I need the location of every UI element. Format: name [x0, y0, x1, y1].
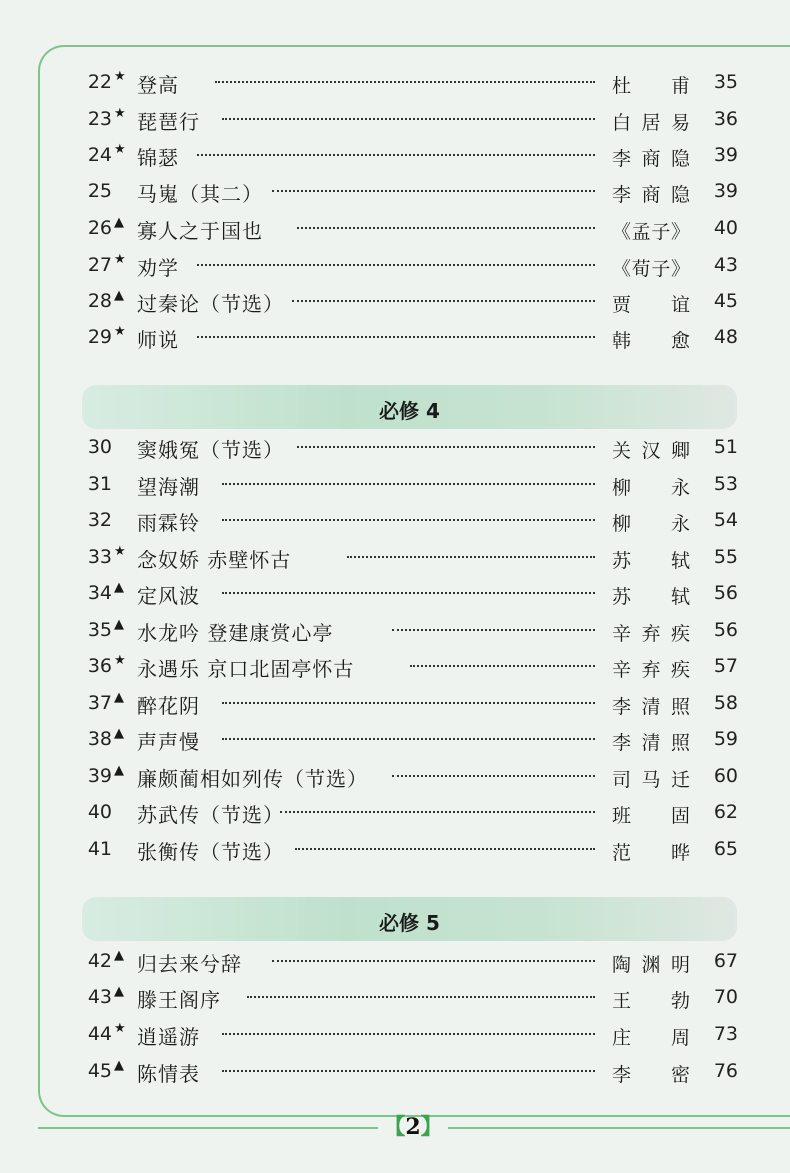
entry-author: 韩 愈	[612, 330, 690, 352]
entry-title: 师说	[137, 328, 179, 352]
entry-author: 苏 轼	[612, 550, 690, 572]
leader-dots	[272, 960, 595, 962]
entry-title: 马嵬（其二）	[137, 182, 263, 206]
entry-author: 柳 永	[612, 477, 690, 499]
entry-page: 58	[713, 692, 738, 714]
entry-number: 28	[87, 290, 112, 312]
triangle-icon: ▲	[114, 580, 124, 595]
entry-author: 范 晔	[612, 842, 690, 864]
leader-dots	[392, 629, 595, 631]
entry-number: 32	[87, 509, 112, 531]
toc-entry[interactable]	[0, 213, 790, 249]
entry-title: 念奴娇 赤壁怀古	[137, 548, 292, 572]
entry-page: 55	[713, 546, 738, 568]
toc-entry[interactable]	[0, 286, 790, 322]
entry-author: 李清照	[612, 732, 690, 754]
toc-entry[interactable]	[0, 469, 790, 505]
entry-author: 《荀子》	[612, 258, 690, 280]
entry-author: 辛弃疾	[612, 623, 690, 645]
entry-number: 38	[87, 728, 112, 750]
entry-number: 45	[87, 1060, 112, 1082]
entry-author: 杜 甫	[612, 75, 690, 97]
leader-dots	[280, 811, 595, 813]
star-icon: ★	[114, 544, 126, 559]
toc-entry[interactable]	[0, 67, 790, 103]
entry-number: 31	[87, 473, 112, 495]
leader-dots	[222, 483, 595, 485]
entry-page: 45	[713, 290, 738, 312]
star-icon: ★	[114, 653, 126, 668]
entry-page: 39	[713, 144, 738, 166]
entry-author: 李商隐	[612, 148, 690, 170]
leader-dots	[347, 556, 595, 558]
star-icon: ★	[114, 324, 126, 339]
entry-author: 庄 周	[612, 1027, 690, 1049]
entry-number: 30	[87, 436, 112, 458]
entry-title: 醉花阴	[137, 694, 200, 718]
leader-dots	[197, 264, 595, 266]
leader-dots	[197, 154, 595, 156]
toc-entry[interactable]	[0, 724, 790, 760]
toc-entry[interactable]	[0, 1019, 790, 1055]
bracket-left: 【	[383, 1114, 406, 1140]
entry-page: 36	[713, 108, 738, 130]
entry-page: 59	[713, 728, 738, 750]
section-header	[82, 897, 737, 941]
entry-author: 辛弃疾	[612, 659, 690, 681]
entry-number: 34	[87, 582, 112, 604]
entry-title: 望海潮	[137, 475, 200, 499]
leader-dots	[297, 446, 595, 448]
leader-dots	[295, 848, 595, 850]
entry-title: 归去来兮辞	[137, 952, 242, 976]
entry-author: 贾 谊	[612, 294, 690, 316]
entry-title: 劝学	[137, 256, 179, 280]
section-title: 必修 4	[379, 399, 440, 423]
entry-author: 王 勃	[612, 990, 690, 1012]
entry-page: 35	[713, 71, 738, 93]
footer-rule-left	[38, 1127, 378, 1129]
entry-author: 柳 永	[612, 513, 690, 535]
star-icon: ★	[114, 142, 126, 157]
entry-number: 29	[87, 326, 112, 348]
entry-author: 陶渊明	[612, 954, 690, 976]
star-icon: ★	[114, 1021, 126, 1036]
leader-dots	[215, 81, 595, 83]
entry-title: 张衡传（节选）	[137, 840, 284, 864]
leader-dots	[222, 519, 595, 521]
entry-title: 永遇乐 京口北固亭怀古	[137, 657, 355, 681]
entry-title: 滕王阁序	[137, 988, 221, 1012]
entry-title: 水龙吟 登建康赏心亭	[137, 621, 334, 645]
entry-title: 雨霖铃	[137, 511, 200, 535]
leader-dots	[197, 336, 595, 338]
toc-entry[interactable]	[0, 505, 790, 541]
triangle-icon: ▲	[114, 726, 124, 741]
entry-page: 56	[713, 619, 738, 641]
triangle-icon: ▲	[114, 617, 124, 632]
entry-number: 35	[87, 619, 112, 641]
toc-entry[interactable]	[0, 797, 790, 833]
entry-page: 73	[713, 1023, 738, 1045]
entry-page: 76	[713, 1060, 738, 1082]
page-number-value: 2	[405, 1114, 421, 1140]
leader-dots	[410, 665, 595, 667]
entry-page: 56	[713, 582, 738, 604]
entry-number: 22	[87, 71, 112, 93]
toc-entry[interactable]	[0, 322, 790, 358]
entry-page: 67	[713, 950, 738, 972]
entry-page: 51	[713, 436, 738, 458]
entry-title: 声声慢	[137, 730, 200, 754]
leader-dots	[392, 775, 595, 777]
leader-dots	[222, 118, 595, 120]
triangle-icon: ▲	[114, 948, 124, 963]
leader-dots	[222, 1070, 595, 1072]
entry-number: 40	[87, 801, 112, 823]
entry-number: 27	[87, 254, 112, 276]
entry-number: 25	[87, 180, 112, 202]
star-icon: ★	[114, 252, 126, 267]
entry-title: 窦娥冤（节选）	[137, 438, 284, 462]
footer-rule-right	[448, 1127, 790, 1129]
toc-entry[interactable]	[0, 432, 790, 468]
entry-number: 24	[87, 144, 112, 166]
star-icon: ★	[114, 69, 126, 84]
entry-title: 琵琶行	[137, 110, 200, 134]
toc-entry[interactable]	[0, 834, 790, 870]
entry-number: 39	[87, 765, 112, 787]
leader-dots	[222, 738, 595, 740]
triangle-icon: ▲	[114, 288, 124, 303]
entry-page: 39	[713, 180, 738, 202]
triangle-icon: ▲	[114, 763, 124, 778]
toc-entry[interactable]	[0, 688, 790, 724]
page-number	[378, 1110, 448, 1141]
toc-entry[interactable]	[0, 176, 790, 212]
entry-author: 司马迁	[612, 769, 690, 791]
toc-entry[interactable]	[0, 140, 790, 176]
section-title: 必修 5	[379, 911, 440, 935]
entry-page: 65	[713, 838, 738, 860]
entry-page: 48	[713, 326, 738, 348]
section-header	[82, 385, 737, 429]
leader-dots	[222, 1033, 595, 1035]
entry-author: 关汉卿	[612, 440, 690, 462]
leader-dots	[222, 592, 595, 594]
entry-number: 42	[87, 950, 112, 972]
toc-entry[interactable]	[0, 761, 790, 797]
entry-page: 53	[713, 473, 738, 495]
entry-number: 41	[87, 838, 112, 860]
entry-page: 40	[713, 217, 738, 239]
leader-dots	[222, 702, 595, 704]
entry-title: 过秦论（节选）	[137, 292, 284, 316]
entry-page: 70	[713, 986, 738, 1008]
entry-number: 43	[87, 986, 112, 1008]
entry-page: 57	[713, 655, 738, 677]
entry-title: 登高	[137, 73, 179, 97]
entry-title: 苏武传（节选）	[137, 803, 284, 827]
leader-dots	[292, 300, 595, 302]
triangle-icon: ▲	[114, 215, 124, 230]
entry-number: 26	[87, 217, 112, 239]
entry-number: 23	[87, 108, 112, 130]
entry-author: 《孟子》	[612, 221, 690, 243]
toc-entry[interactable]	[0, 651, 790, 687]
entry-title: 寡人之于国也	[137, 219, 263, 243]
bracket-right: 】	[420, 1114, 443, 1140]
toc-entry[interactable]	[0, 542, 790, 578]
toc-entry[interactable]	[0, 250, 790, 286]
leader-dots	[247, 996, 595, 998]
entry-author: 李清照	[612, 696, 690, 718]
star-icon: ★	[114, 106, 126, 121]
entry-author: 苏 轼	[612, 586, 690, 608]
leader-dots	[297, 227, 595, 229]
entry-page: 43	[713, 254, 738, 276]
toc-entry[interactable]	[0, 578, 790, 614]
toc-entry[interactable]	[0, 982, 790, 1018]
entry-author: 李 密	[612, 1064, 690, 1086]
entry-author: 白居易	[612, 112, 690, 134]
entry-page: 62	[713, 801, 738, 823]
triangle-icon: ▲	[114, 1058, 124, 1073]
entry-number: 37	[87, 692, 112, 714]
toc-entry[interactable]	[0, 1056, 790, 1092]
entry-number: 36	[87, 655, 112, 677]
entry-title: 定风波	[137, 584, 200, 608]
entry-title: 锦瑟	[137, 146, 179, 170]
entry-page: 54	[713, 509, 738, 531]
entry-page: 60	[713, 765, 738, 787]
toc-entry[interactable]	[0, 946, 790, 982]
entry-author: 班 固	[612, 805, 690, 827]
triangle-icon: ▲	[114, 690, 124, 705]
entry-title: 陈情表	[137, 1062, 200, 1086]
leader-dots	[272, 190, 595, 192]
entry-number: 33	[87, 546, 112, 568]
entry-title: 逍遥游	[137, 1025, 200, 1049]
triangle-icon: ▲	[114, 984, 124, 999]
toc-entry[interactable]	[0, 615, 790, 651]
entry-title: 廉颇蔺相如列传（节选）	[137, 767, 368, 791]
entry-number: 44	[87, 1023, 112, 1045]
toc-entry[interactable]	[0, 104, 790, 140]
entry-author: 李商隐	[612, 184, 690, 206]
